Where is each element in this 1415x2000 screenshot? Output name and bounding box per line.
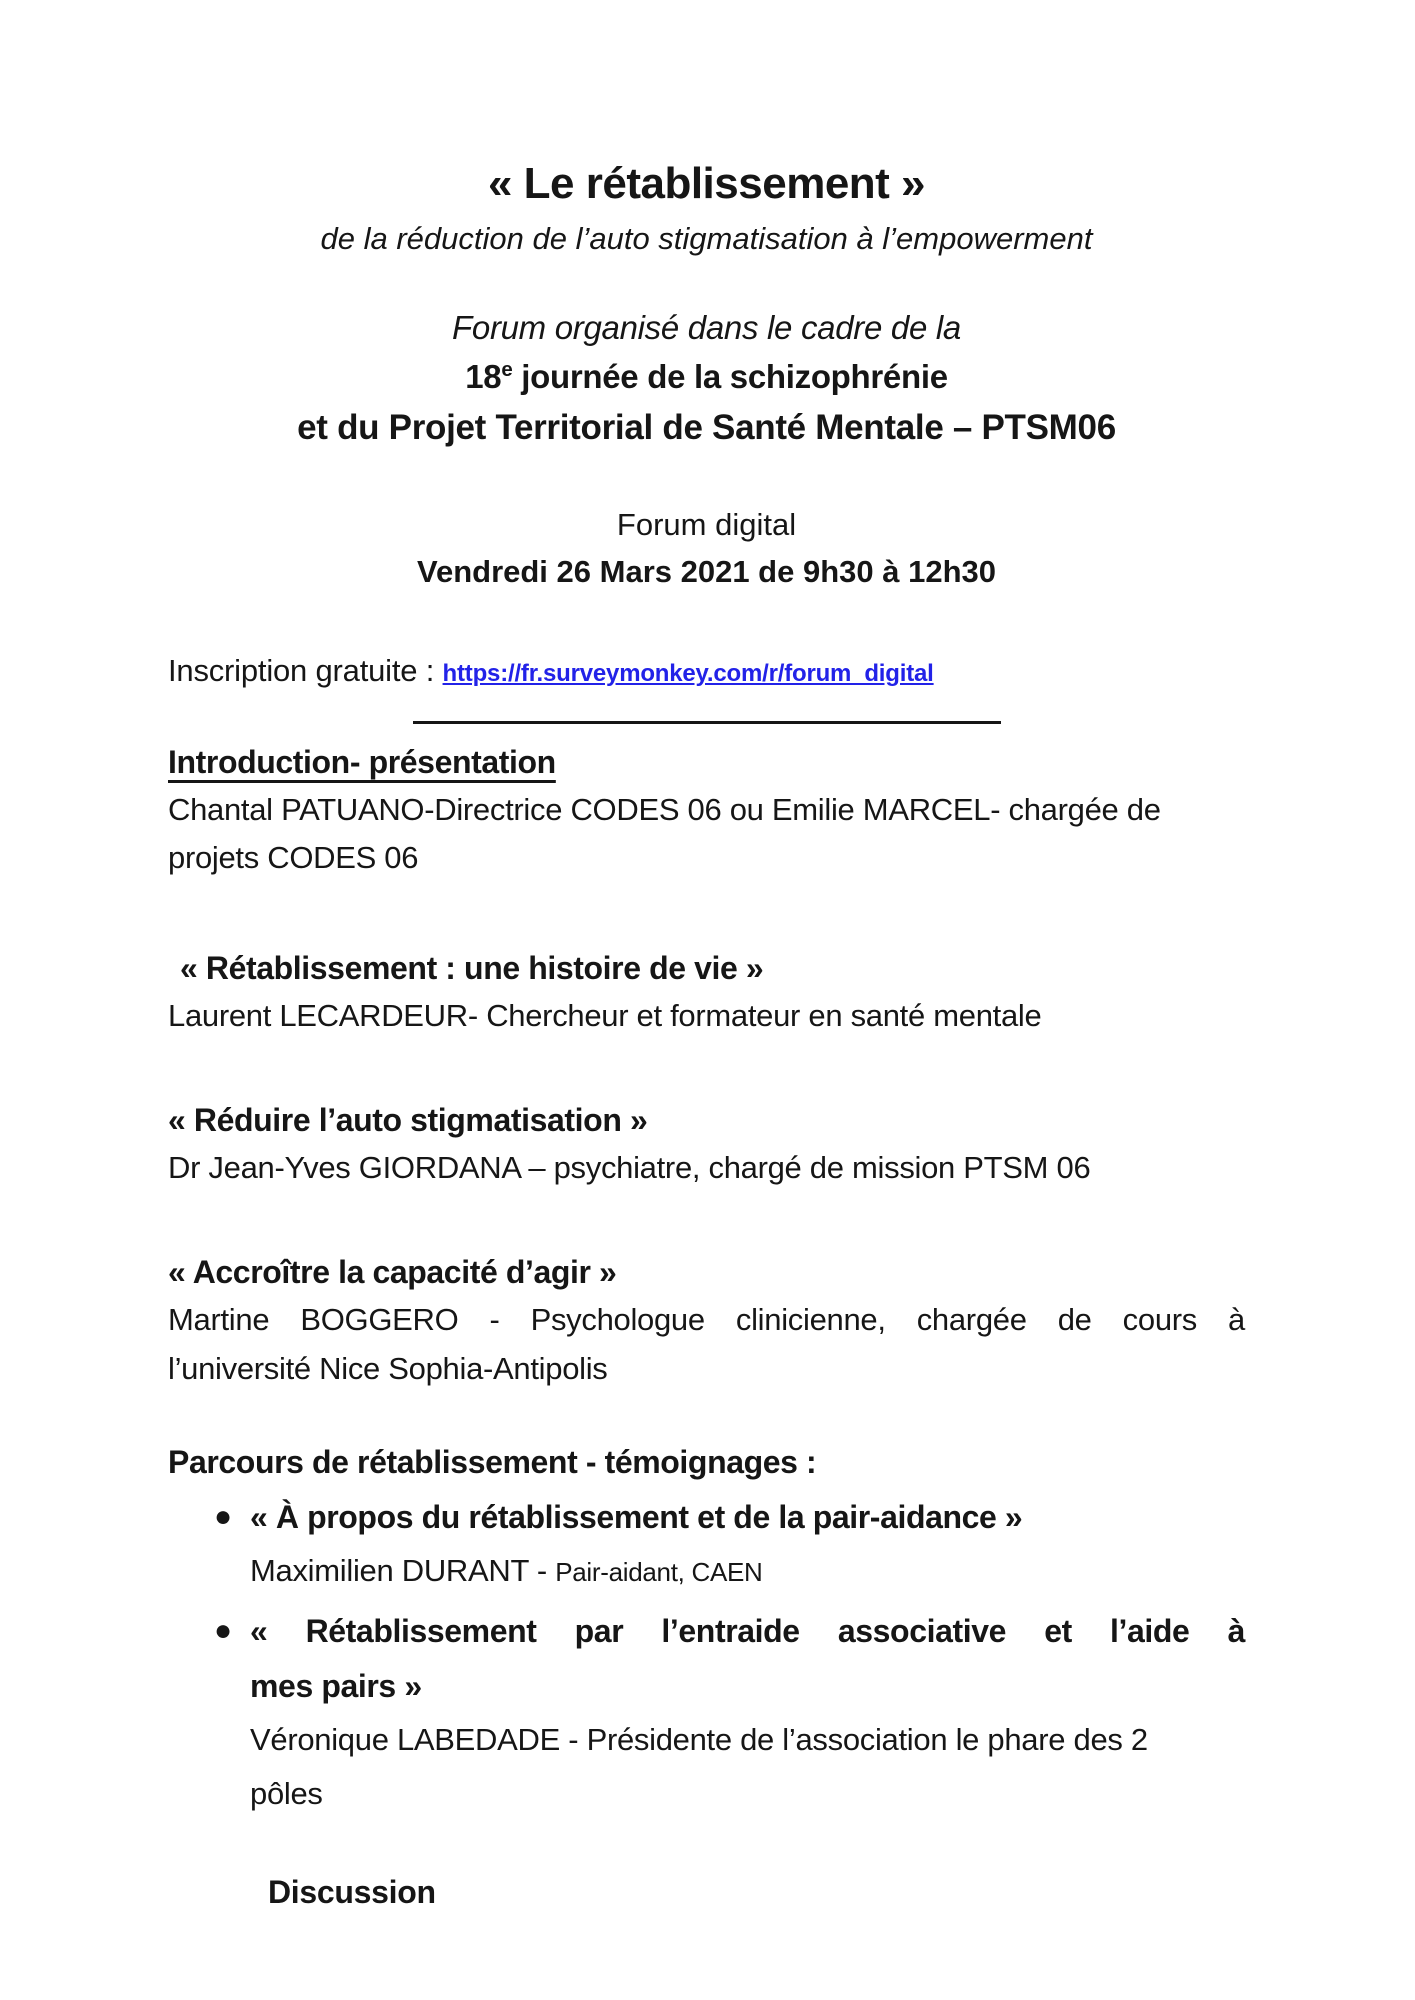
page-title: « Le rétablissement » — [487, 159, 926, 208]
bullet-icon: ● — [214, 1499, 233, 1533]
talk2-title: « Réduire l’auto stigmatisation » — [168, 1102, 648, 1139]
testimonial-2-speaker — [250, 1713, 1245, 1822]
format-line: Forum digital — [616, 507, 797, 543]
day-number: 18 — [465, 358, 502, 396]
registration-link[interactable]: https://fr.surveymonkey.com/r/forum_digital — [442, 660, 934, 688]
event-project-line: et du Projet Territorial de Santé Mentale – PTSM06 — [297, 407, 1116, 447]
when-block — [168, 502, 1245, 595]
list-item — [168, 1490, 1245, 1599]
discussion-label: Discussion — [268, 1873, 436, 1910]
testimonial-1-speaker — [250, 1544, 1245, 1598]
day-rest: journée de la schizophrénie — [512, 358, 948, 396]
registration-label: Inscription gratuite : — [168, 653, 435, 689]
intro-heading: Introduction- présentation — [168, 744, 556, 781]
testimonial-2-content — [250, 1604, 1245, 1821]
intro-text-line-1: Chantal PATUANO-Directrice CODES 06 ou Emilie MARCEL- chargée de — [168, 792, 1161, 828]
testimonial-2-title-line-1: « Rétablissement par l’entraide associative et l’aide à — [250, 1613, 1245, 1650]
page-subtitle: de la réduction de l’auto stigmatisation à l’empowerment — [320, 220, 1093, 256]
event-block — [168, 303, 1245, 455]
talk3-title: « Accroître la capacité d’agir » — [168, 1254, 617, 1291]
talk2-speaker: Dr Jean-Yves GIORDANA – psychiatre, chargé de mission PTSM 06 — [168, 1150, 1091, 1186]
datetime-line: Vendredi 26 Mars 2021 de 9h30 à 12h30 — [416, 553, 996, 589]
day-ordinal-suffix: e — [501, 358, 513, 382]
talk1-title: « Rétablissement : une histoire de vie » — [180, 950, 764, 987]
testimonials-heading: Parcours de rétablissement - témoignages : — [168, 1443, 817, 1480]
talk3-speaker — [168, 1296, 1245, 1392]
testimonial-2-speaker-line-2: pôles — [250, 1776, 323, 1812]
talk3-speaker-line-2: l’université Nice Sophia-Antipolis — [168, 1350, 608, 1386]
testimonial-1-title: « À propos du rétablissement et de la pair-aidance » — [250, 1498, 1023, 1535]
event-day-line — [168, 352, 1245, 402]
testimonials-list — [168, 1490, 1245, 1822]
event-intro-line: Forum organisé dans le cadre de la — [452, 308, 961, 346]
registration-line — [168, 653, 1245, 689]
testimonial-1-content — [250, 1490, 1245, 1599]
testimonial-2-title-line-2: mes pairs » — [250, 1667, 422, 1704]
talk1-speaker: Laurent LECARDEUR- Chercheur et formateur en santé mentale — [168, 998, 1042, 1034]
section-divider — [413, 721, 1001, 724]
testimonial-2-speaker-line-1: Véronique LABEDADE - Présidente de l’association le phare des 2 — [250, 1722, 1148, 1757]
intro-text-line-2: projets CODES 06 — [168, 840, 419, 876]
testimonial-2-title — [250, 1604, 1245, 1713]
list-item — [168, 1604, 1245, 1821]
talk3-speaker-line-1: Martine BOGGERO - Psychologue clinicienne, chargée de cours à — [168, 1302, 1245, 1338]
testimonial-1-speaker-name: Maximilien DURANT - — [250, 1552, 556, 1588]
intro-text — [168, 786, 1245, 882]
testimonial-1-speaker-detail: Pair-aidant, CAEN — [555, 1556, 763, 1587]
bullet-icon: ● — [214, 1614, 233, 1648]
